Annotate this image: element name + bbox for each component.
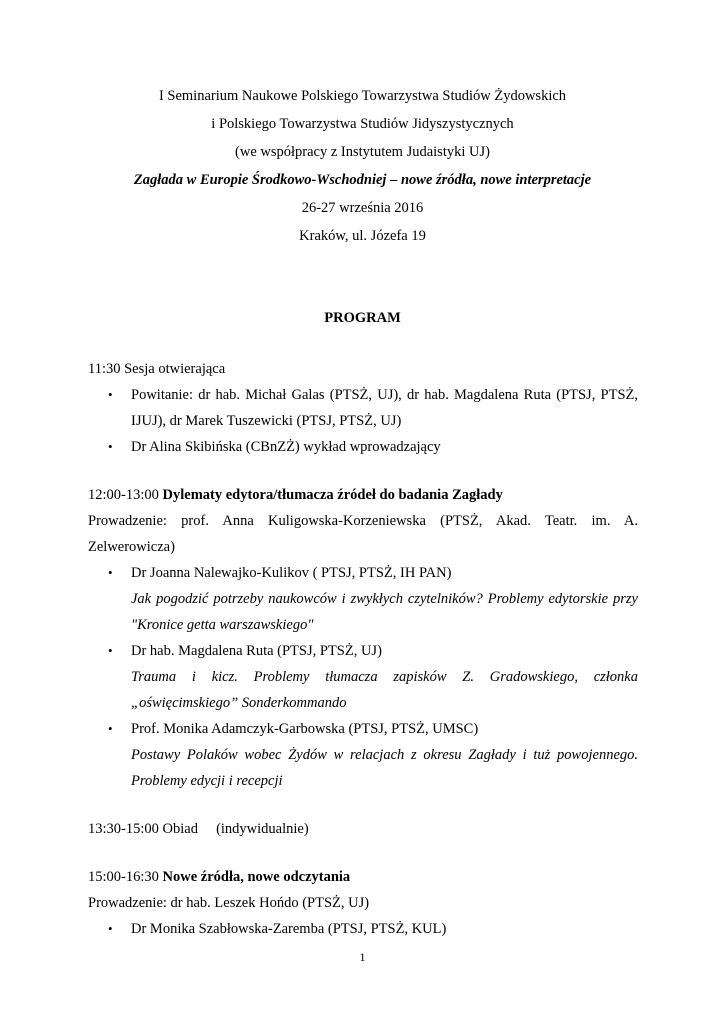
talk-title-cont: Problemy edycji i recepcji: [131, 773, 283, 789]
header-line-2: i Polskiego Towarzystwa Studiów Jidyszystycznych: [211, 116, 514, 132]
session-2-talks: [88, 916, 638, 942]
seminar-place: Kraków, ul. Józefa 19: [299, 228, 426, 244]
talk-speaker: Dr Monika Szabłowska-Zaremba (PTSJ, PTSŻ, KUL): [131, 921, 447, 937]
seminar-title: Zagłada w Europie Środkowo-Wschodniej – nowe źródła, nowe interpretacje: [133, 172, 592, 188]
seminar-header: [0, 82, 725, 250]
session-1-chair: Prowadzenie: prof. Anna Kuligowska-Korzeniewska (PTSŻ, Akad. Teatr. im. A.: [88, 513, 638, 529]
session-2: [88, 864, 638, 942]
talk-title: Jak pogodzić potrzeby naukowców i zwykłych czytelników? Problemy edytorskie przy: [131, 591, 638, 607]
session-1-chair-cont: Zelwerowicza): [88, 539, 175, 555]
program-heading: PROGRAM: [324, 310, 401, 326]
session-2-chair: Prowadzenie: dr hab. Leszek Hońdo (PTSŻ, UJ): [88, 895, 370, 911]
talk-title-cont: "Kronice getta warszawskiego": [131, 617, 314, 633]
bullet-icon: •: [108, 387, 113, 402]
bullet-icon: •: [108, 565, 113, 580]
bullet-icon: •: [108, 921, 113, 936]
opening-session-title: 11:30 Sesja otwierająca: [88, 361, 226, 377]
talk-title-cont: „oświęcimskiego” Sonderkommando: [131, 695, 347, 711]
session-2-title: Nowe źródła, nowe odczytania: [162, 869, 351, 885]
list-item: [88, 916, 638, 942]
opening-session: [88, 356, 638, 460]
page-number: 1: [359, 950, 366, 964]
session-2-time: 15:00-16:30: [88, 869, 159, 885]
lunch-time: 13:30-15:00 Obiad: [88, 821, 198, 837]
session-1-title: Dylematy edytora/tłumacza źródeł do badania Zagłady: [162, 487, 503, 503]
program-content: [88, 356, 638, 964]
list-item: [88, 716, 638, 794]
lunch-break: [88, 816, 638, 842]
talk-speaker: Prof. Monika Adamczyk-Garbowska (PTSJ, PTSŻ, UMSC): [131, 721, 479, 737]
list-item: • Dr Alina Skibińska (CBnZŻ) wykład wprowadzający: [88, 434, 638, 460]
talk-speaker: Dr hab. Magdalena Ruta (PTSJ, PTSŻ, UJ): [131, 643, 382, 659]
session-1-heading: [88, 482, 638, 508]
list-item: [88, 638, 638, 716]
header-line-3: (we współpracy z Instytutem Judaistyki UJ): [235, 144, 490, 160]
lunch-note: (indywidualnie): [216, 821, 309, 837]
talk-speaker: Dr Joanna Nalewajko-Kulikov ( PTSJ, PTSŻ, IH PAN): [131, 565, 452, 581]
session-1: [88, 482, 638, 794]
session-2-heading: [88, 864, 638, 890]
bullet-icon: •: [108, 643, 113, 658]
talk-title: Postawy Polaków wobec Żydów w relacjach z okresu Zagłady i tuż powojennego.: [131, 747, 638, 763]
bullet-icon: •: [108, 439, 113, 454]
list-item: [88, 560, 638, 638]
seminar-date: 26-27 września 2016: [301, 200, 424, 216]
header-line-1: I Seminarium Naukowe Polskiego Towarzystwa Studiów Żydowskich: [158, 88, 567, 104]
session-1-time: 12:00-13:00: [88, 487, 159, 503]
opening-session-list: [88, 382, 638, 460]
talk-title: Trauma i kicz. Problemy tłumacza zapisków Z. Gradowskiego, członka: [131, 669, 638, 685]
session-1-talks: [88, 560, 638, 794]
list-item: • Powitanie: dr hab. Michał Galas (PTSŻ, UJ), dr hab. Magdalena Ruta (PTSJ, PTSŻ, IJUJ), dr Marek Tuszewicki (PTSJ, PTSŻ, UJ): [88, 382, 638, 434]
bullet-icon: •: [108, 721, 113, 736]
